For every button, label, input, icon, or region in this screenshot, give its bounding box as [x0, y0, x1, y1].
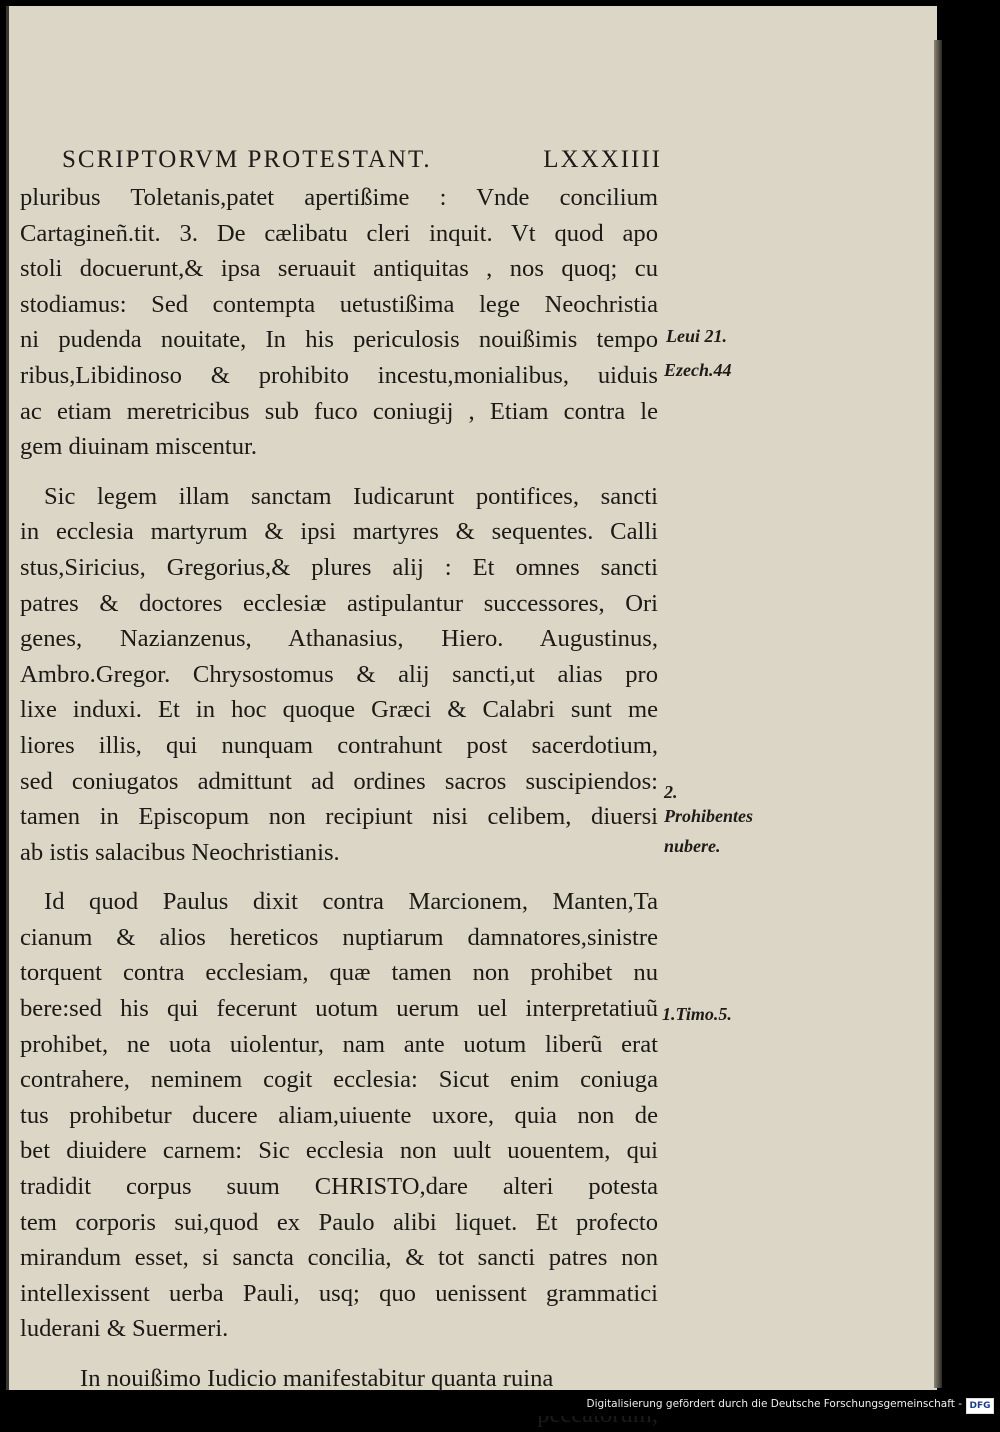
- marginal-note-timo: 1.Timo.5.: [662, 1004, 732, 1024]
- marginal-note-nubere: nubere.: [664, 836, 721, 856]
- text-line: ribus,Libidinoso & prohibito incestu,monialibus, uiduis: [20, 361, 658, 389]
- text-line: ab istis salacibus Neochristianis.: [20, 838, 340, 866]
- text-line: luderani & Suermeri.: [20, 1315, 229, 1343]
- dfg-logo[interactable]: DFG: [966, 1398, 994, 1414]
- text-line: tradidit corpus suum CHRISTO,dare alteri potesta: [20, 1173, 658, 1201]
- funding-credit: Digitalisierung gefördert durch die Deutsche Forschungsgemeinschaft -: [586, 1398, 962, 1410]
- page-edge-shadow: [934, 40, 942, 1388]
- text-line: liores illis, qui nunquam contrahunt post sacerdotium,: [20, 731, 658, 759]
- text-line: stodiamus: Sed contempta uetustißima lege Neochristia: [20, 290, 658, 318]
- text-line: bere:sed his qui fecerunt uotum uerum uel interpretatiuũ: [20, 995, 658, 1023]
- text-line: Sic legem illam sanctam Iudicarunt pontifices, sancti: [44, 482, 658, 510]
- text-line: ni pudenda nouitate, In his periculosis nouißimis tempo: [20, 326, 658, 354]
- text-line: bet diuidere carnem: Sic ecclesia non uult uouentem, qui: [20, 1137, 658, 1165]
- text-line: tamen in Episcopum non recipiunt nisi celibem, diuersi: [20, 803, 658, 831]
- text-line: tem corporis sui,quod ex Paulo alibi liquet. Et profecto: [20, 1208, 658, 1236]
- text-line: In nouißimo Iudicio manifestabitur quanta ruina: [80, 1365, 554, 1392]
- body-text: [20, 180, 658, 1432]
- page-header: [62, 146, 662, 178]
- text-line: stoli docuerunt,& ipsa seruauit antiquitas , nos quoq; cu: [20, 255, 658, 283]
- text-line: lixe induxi. Et in hoc quoque Græci & Calabri sunt me: [20, 696, 658, 724]
- text-line: gem diuinam miscentur.: [20, 433, 258, 461]
- text-line: mirandum esset, si sancta concilia, & tot sancti patres non: [20, 1244, 658, 1272]
- text-line: Ambro.Gregor. Chrysostomus & alij sancti,ut alias pro: [20, 660, 658, 688]
- text-line: Cartagineñ.tit. 3. De cælibatu cleri inquit. Vt quod apo: [20, 219, 658, 247]
- folio-number: LXXXIIII: [543, 146, 662, 173]
- text-line: intellexissent uerba Pauli, usq; quo uenissent grammatici: [20, 1279, 658, 1307]
- text-line: genes, Nazianzenus, Athanasius, Hiero. Augustinus,: [20, 625, 658, 653]
- running-head: SCRIPTORVM PROTESTANT.: [62, 146, 432, 173]
- marginal-note-ezech: Ezech.44: [664, 360, 732, 380]
- text-line: prohibet, ne uota uiolentur, nam ante uotum liberũ erat: [20, 1030, 658, 1058]
- marginal-note-leui: Leui 21.: [666, 326, 727, 346]
- text-line: stus,Siricius, Gregorius,& plures alij : Et omnes sancti: [20, 553, 658, 581]
- text-line: in ecclesia martyrum & ipsi martyres & sequentes. Calli: [20, 518, 658, 546]
- marginal-note-number: 2.: [664, 782, 678, 802]
- text-line: patres & doctores ecclesiæ astipulantur successores, Ori: [20, 589, 658, 617]
- text-line: contrahere, neminem cogit ecclesia: Sicut enim coniuga: [20, 1066, 658, 1094]
- text-line: torquent contra ecclesiam, quæ tamen non prohibet nu: [20, 959, 658, 987]
- text-line: sed coniugatos admittunt ad ordines sacros suscipiendos:: [20, 767, 658, 795]
- text-line: tus prohibetur ducere aliam,uiuente uxore, quia non de: [20, 1101, 658, 1129]
- text-line: ac etiam meretricibus sub fuco coniugij , Etiam contra le: [20, 397, 658, 425]
- text-line: Id quod Paulus dixit contra Marcionem, Manten,Ta: [44, 888, 658, 916]
- text-line: cianum & alios hereticos nuptiarum damnatores,sinistre: [20, 923, 658, 951]
- marginal-note-prohibentes: Prohibentes: [664, 806, 754, 826]
- text-line: pluribus Toletanis,patet apertißime : Vnde concilium: [20, 184, 658, 211]
